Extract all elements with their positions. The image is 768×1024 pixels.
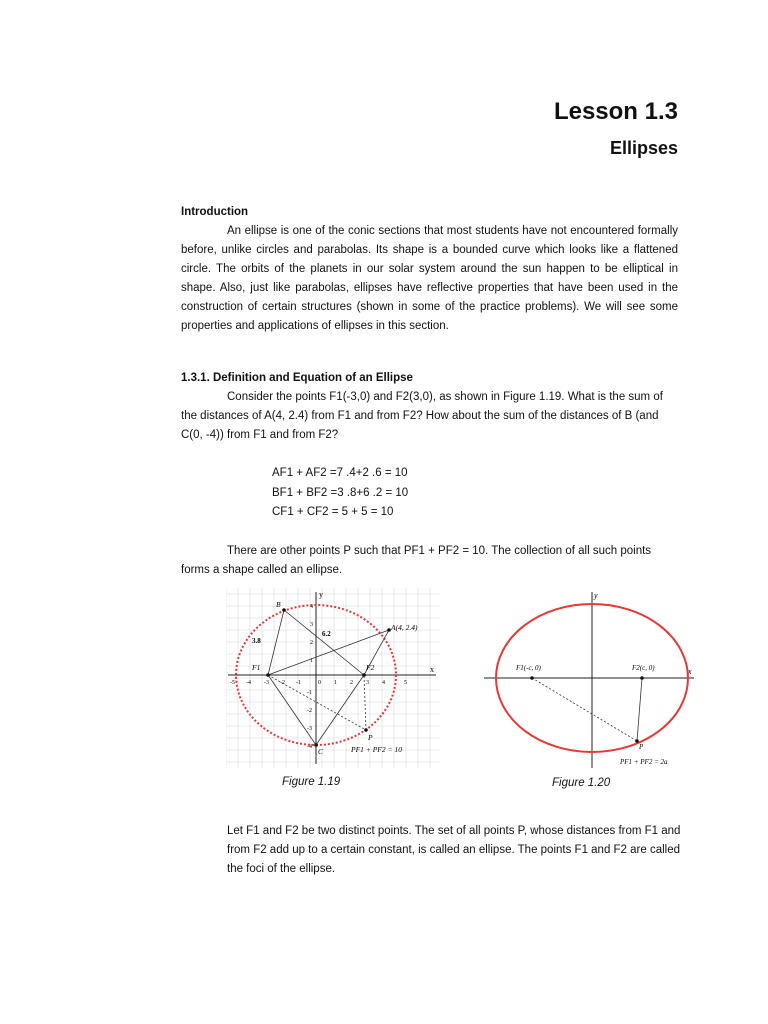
label-p: P (368, 733, 373, 742)
xtick: -4 (246, 680, 251, 686)
label-c: C (318, 747, 324, 756)
ytick: -3 (307, 726, 312, 732)
pf2-line (637, 678, 642, 741)
ytick: -2 (307, 708, 312, 714)
xtick: -3 (264, 680, 269, 686)
x-tick-labels (230, 680, 407, 686)
introduction-paragraph (181, 222, 678, 336)
label-sum: PF1 + PF2 = 10 (351, 745, 402, 754)
xtick: 0 (318, 680, 321, 686)
xtick: 4 (382, 680, 385, 686)
y-axis-label: y (594, 591, 598, 600)
equation-a: AF1 + AF2 =7 .4+2 .6 = 10 (272, 467, 408, 479)
label-a: A(4, 2.4) (391, 623, 418, 632)
figure-1-19 (226, 588, 440, 768)
x-axis-label: x (430, 665, 434, 674)
ytick: -4 (307, 744, 312, 750)
introduction-text: An ellipse is one of the conic sections that most students have not encountered formally before, unlike circles and parabolas. Its shape is a bounded curve which looks like a flattened circle. The orbits of the planets in our solar system around the sun happen to be elliptical in shape. Also, just like parabolas, ellipses have reflective properties that have been used in the construction of certain structures (shown in some of the practice problems). We will see some properties and applications of ellipses in this section. (181, 225, 678, 332)
label-p: P (639, 743, 644, 751)
xtick: 2 (350, 680, 353, 686)
figure-1-19-caption: Figure 1.19 (282, 776, 341, 788)
xtick: 5 (404, 680, 407, 686)
lesson-topic: Ellipses (609, 138, 678, 158)
section-paragraph-1 (181, 388, 678, 445)
equation-c: CF1 + CF2 = 5 + 5 = 10 (272, 506, 394, 518)
grid-lines (226, 588, 440, 768)
ytick: -1 (307, 690, 312, 696)
pf1-line (532, 678, 637, 741)
points (530, 676, 644, 743)
distance-labels (252, 630, 331, 645)
y-axis-label: y (319, 590, 323, 599)
xtick: 3 (366, 680, 369, 686)
ytick: 2 (310, 640, 313, 646)
xtick: -5 (230, 680, 235, 686)
xtick: -1 (296, 680, 301, 686)
x-axis-label: x (688, 667, 692, 676)
section-paragraph-2 (181, 542, 678, 580)
label-3-8: 3.8 (252, 637, 261, 645)
label-sum: PF1 + PF2 = 2a (620, 758, 668, 766)
label-f1: F1(-c, 0) (516, 664, 541, 672)
figure-1-20-caption: Figure 1.20 (552, 777, 611, 789)
definition-paragraph: Let F1 and F2 be two distinct points. The set of all points P, whose distances from F1 and from F2 add up to a certain constant, is called an ellipse. The points F1 and F2 are called the foci of the ellipse. (227, 825, 681, 875)
xtick: -2 (280, 680, 285, 686)
section-p1-text: Consider the points F1(-3,0) and F2(3,0), as shown in Figure 1.19. What is the sum of the distances of A(4, 2.4) from F1 and from F2? How about the sum of the distances of B (and C(0, -4)) from F1 and from F2? (181, 391, 663, 441)
label-6-2: 6.2 (322, 630, 331, 638)
section-heading: 1.3.1. Definition and Equation of an Ellipse (181, 372, 413, 384)
lesson-title: Lesson 1.3 (553, 98, 678, 125)
ytick: 1 (310, 658, 313, 664)
label-b: B (276, 600, 281, 609)
label-f2: F2(c, 0) (632, 664, 655, 672)
introduction-heading: Introduction (181, 206, 249, 218)
label-f1: F1 (252, 663, 261, 672)
ytick: 4 (310, 604, 313, 610)
xtick: 1 (334, 680, 337, 686)
section-p2-text: There are other points P such that PF1 + PF2 = 10. The collection of all such points forms a shape called an ellipse. (181, 545, 652, 576)
label-f2: F2 (366, 663, 375, 672)
ytick: 3 (310, 622, 313, 628)
figure-1-20 (482, 590, 696, 770)
equation-b: BF1 + BF2 =3 .8+6 .2 = 10 (272, 487, 409, 499)
